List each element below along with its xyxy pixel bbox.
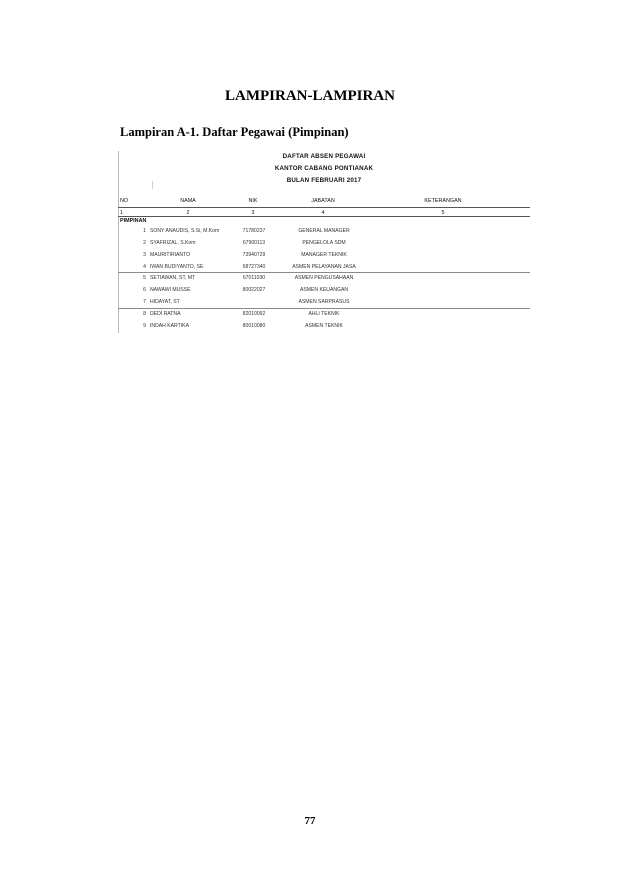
column-header-nama: NAMA [180, 198, 196, 204]
column-number-1: 1 [120, 210, 123, 216]
column-number-3: 3 [251, 210, 255, 216]
page-title: LAMPIRAN-LAMPIRAN [225, 88, 395, 104]
table-row [118, 275, 530, 285]
table-row [118, 252, 530, 262]
row-nama: DEDI RATNA [150, 311, 181, 317]
header-rule [118, 207, 530, 208]
row-nama: SETIAWAN, ST, MT [150, 275, 196, 281]
row-nik: 82010092 [242, 311, 266, 317]
row-jabatan: AHLI TEKNIK [308, 311, 340, 317]
table-row [118, 240, 530, 250]
column-header-nik: NIK [248, 198, 258, 204]
row-jabatan: ASMEN KEUANGAN [299, 287, 349, 293]
table-row [118, 323, 530, 333]
row-nama: INDAH KARTIKA [150, 323, 189, 329]
sheet-header-line-3: BULAN FEBRUARI 2017 [286, 177, 362, 184]
number-rule [118, 216, 530, 217]
column-header-jabatan: JABATAN [311, 198, 335, 204]
group-rule [118, 272, 530, 273]
row-no: 9 [143, 323, 146, 329]
row-no: 7 [143, 299, 146, 305]
column-number-4: 4 [321, 210, 325, 216]
row-jabatan: ASMEN SARPRASUS [298, 299, 350, 305]
row-nik: 67011030 [242, 275, 266, 281]
row-nik: 68727340 [242, 264, 266, 270]
row-no: 6 [143, 287, 146, 293]
row-jabatan: ASMEN TEKNIK [305, 323, 343, 329]
row-nik: 80022027 [242, 287, 266, 293]
sheet-header-line-2: KANTOR CABANG PONTIANAK [274, 165, 374, 172]
row-nik: 67900113 [242, 240, 266, 246]
row-nama: SONY ANAUDIS, S.Si, M.Kom [150, 228, 220, 234]
row-no: 3 [143, 252, 146, 258]
row-nama: SYAFRIZAL, S.Kom [150, 240, 196, 246]
row-no: 1 [143, 228, 146, 234]
row-nik: 80010080 [242, 323, 266, 329]
row-jabatan: MANAGER TEKNIK [301, 252, 347, 258]
row-no: 2 [143, 240, 146, 246]
column-number-5: 5 [441, 210, 445, 216]
table-row [118, 287, 530, 297]
page-number: 77 [304, 815, 316, 827]
column-header-keterangan: KETERANGAN [424, 198, 462, 204]
row-jabatan: ASMEN PENGUSAHAAN [294, 275, 354, 281]
row-nama: HIDAYAT, ST [150, 299, 180, 305]
section-label: PIMPINAN [120, 218, 147, 224]
row-jabatan: ASMEN PELAYANAN JASA [292, 264, 356, 270]
row-nama: MAURITIRIANTO [150, 252, 191, 258]
group-rule [118, 308, 530, 309]
row-no: 4 [143, 264, 146, 270]
row-jabatan: PENGELOLA SDM [302, 240, 346, 246]
sheet-header-line-1: DAFTAR ABSEN PEGAWAI [282, 153, 366, 160]
row-jabatan: GENERAL MANAGER [298, 228, 350, 234]
row-no: 8 [143, 311, 146, 317]
table-row [118, 228, 530, 238]
row-nik: 71780237 [242, 228, 266, 234]
appendix-subtitle: Lampiran A-1. Daftar Pegawai (Pimpinan) [120, 125, 349, 139]
attendance-sheet-image [118, 151, 530, 333]
column-number-2: 2 [186, 210, 190, 216]
row-nama: NAWAWI MUSSE [150, 287, 191, 293]
table-row [118, 311, 530, 321]
column-header-no: NO [120, 198, 129, 204]
row-no: 5 [143, 275, 146, 281]
row-nama: IWAN BUDIYANTO, SE [150, 264, 204, 270]
row-nik: 73940729 [242, 252, 266, 258]
